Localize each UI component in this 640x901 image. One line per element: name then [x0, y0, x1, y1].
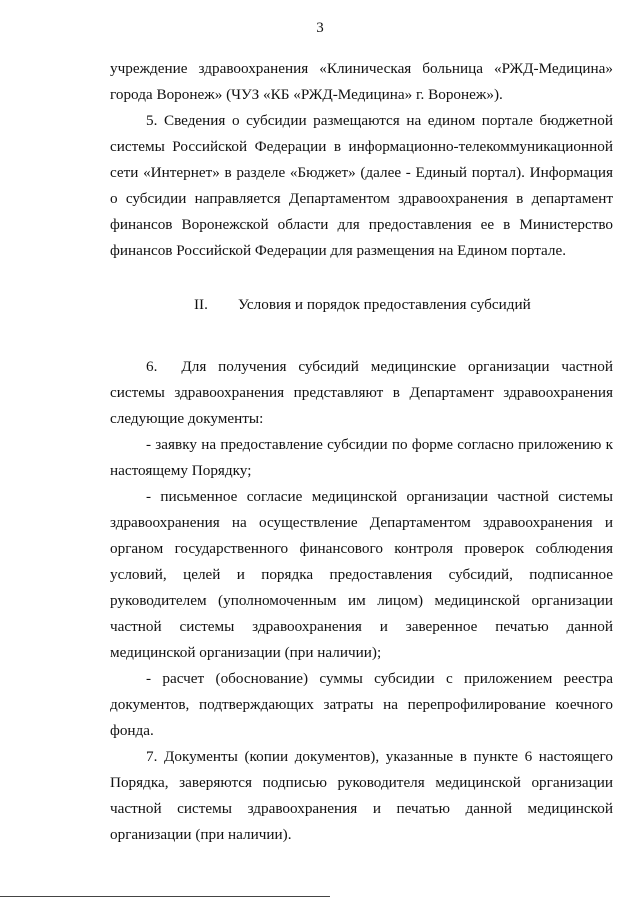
paragraph-5: 5. Сведения о субсидии размещаются на едином портале бюджетной системы Российской Федерации в информационно-телекоммуникационной сети «Интернет» в разделе «Бюджет» (далее - Единый портал). Информация о субсидии направляется Департаментом здравоохранения в департамент финансов Воронежской области для предоставления ее в Министерство финансов Российской Федерации для размещения на Едином портале.	[110, 112, 613, 259]
list-item-application: - заявку на предоставление субсидии по форме согласно приложению к настоящему Порядку;	[110, 436, 613, 479]
list-item-calculation: - расчет (обоснование) суммы субсидии с приложением реестра документов, подтверждающих затраты на перепрофилирование коечного фонда.	[110, 670, 613, 739]
paragraph-continuation: учреждение здравоохранения «Клиническая больница «РЖД-Медицина» города Воронеж» (ЧУЗ «КБ «РЖД-Медицина» г. Воронеж»).	[110, 60, 613, 103]
list-item-consent: - письменное согласие медицинской организации частной системы здравоохранения на осуществление Департаментом здравоохранения и органом государственного финансового контроля проверок соблюдения условий, целей и порядка предоставления субсидий, подписанное руководителем (уполномоченным им лицом) медицинской организации частной системы здравоохранения и заверенное печатью данной медицинской организации (при наличии);	[110, 488, 613, 661]
document-body	[110, 56, 613, 848]
paragraph-6	[110, 354, 613, 432]
section-heading	[110, 292, 613, 318]
section-number: II.	[194, 296, 208, 313]
footer-divider	[0, 896, 330, 897]
section-title: Условия и порядок предоставления субсидий	[238, 296, 531, 313]
paragraph-6-text: Для получения субсидий медицинские организации частной системы здравоохранения представляют в Департамент здравоохранения следующие документы:	[110, 358, 613, 427]
paragraph-6-number: 6.	[146, 358, 158, 375]
paragraph-7: 7. Документы (копии документов), указанные в пункте 6 настоящего Порядка, заверяются подписью руководителя медицинской организации частной системы здравоохранения и печатью данной медицинской организации (при наличии).	[110, 748, 613, 843]
page-number: 3	[316, 20, 324, 36]
